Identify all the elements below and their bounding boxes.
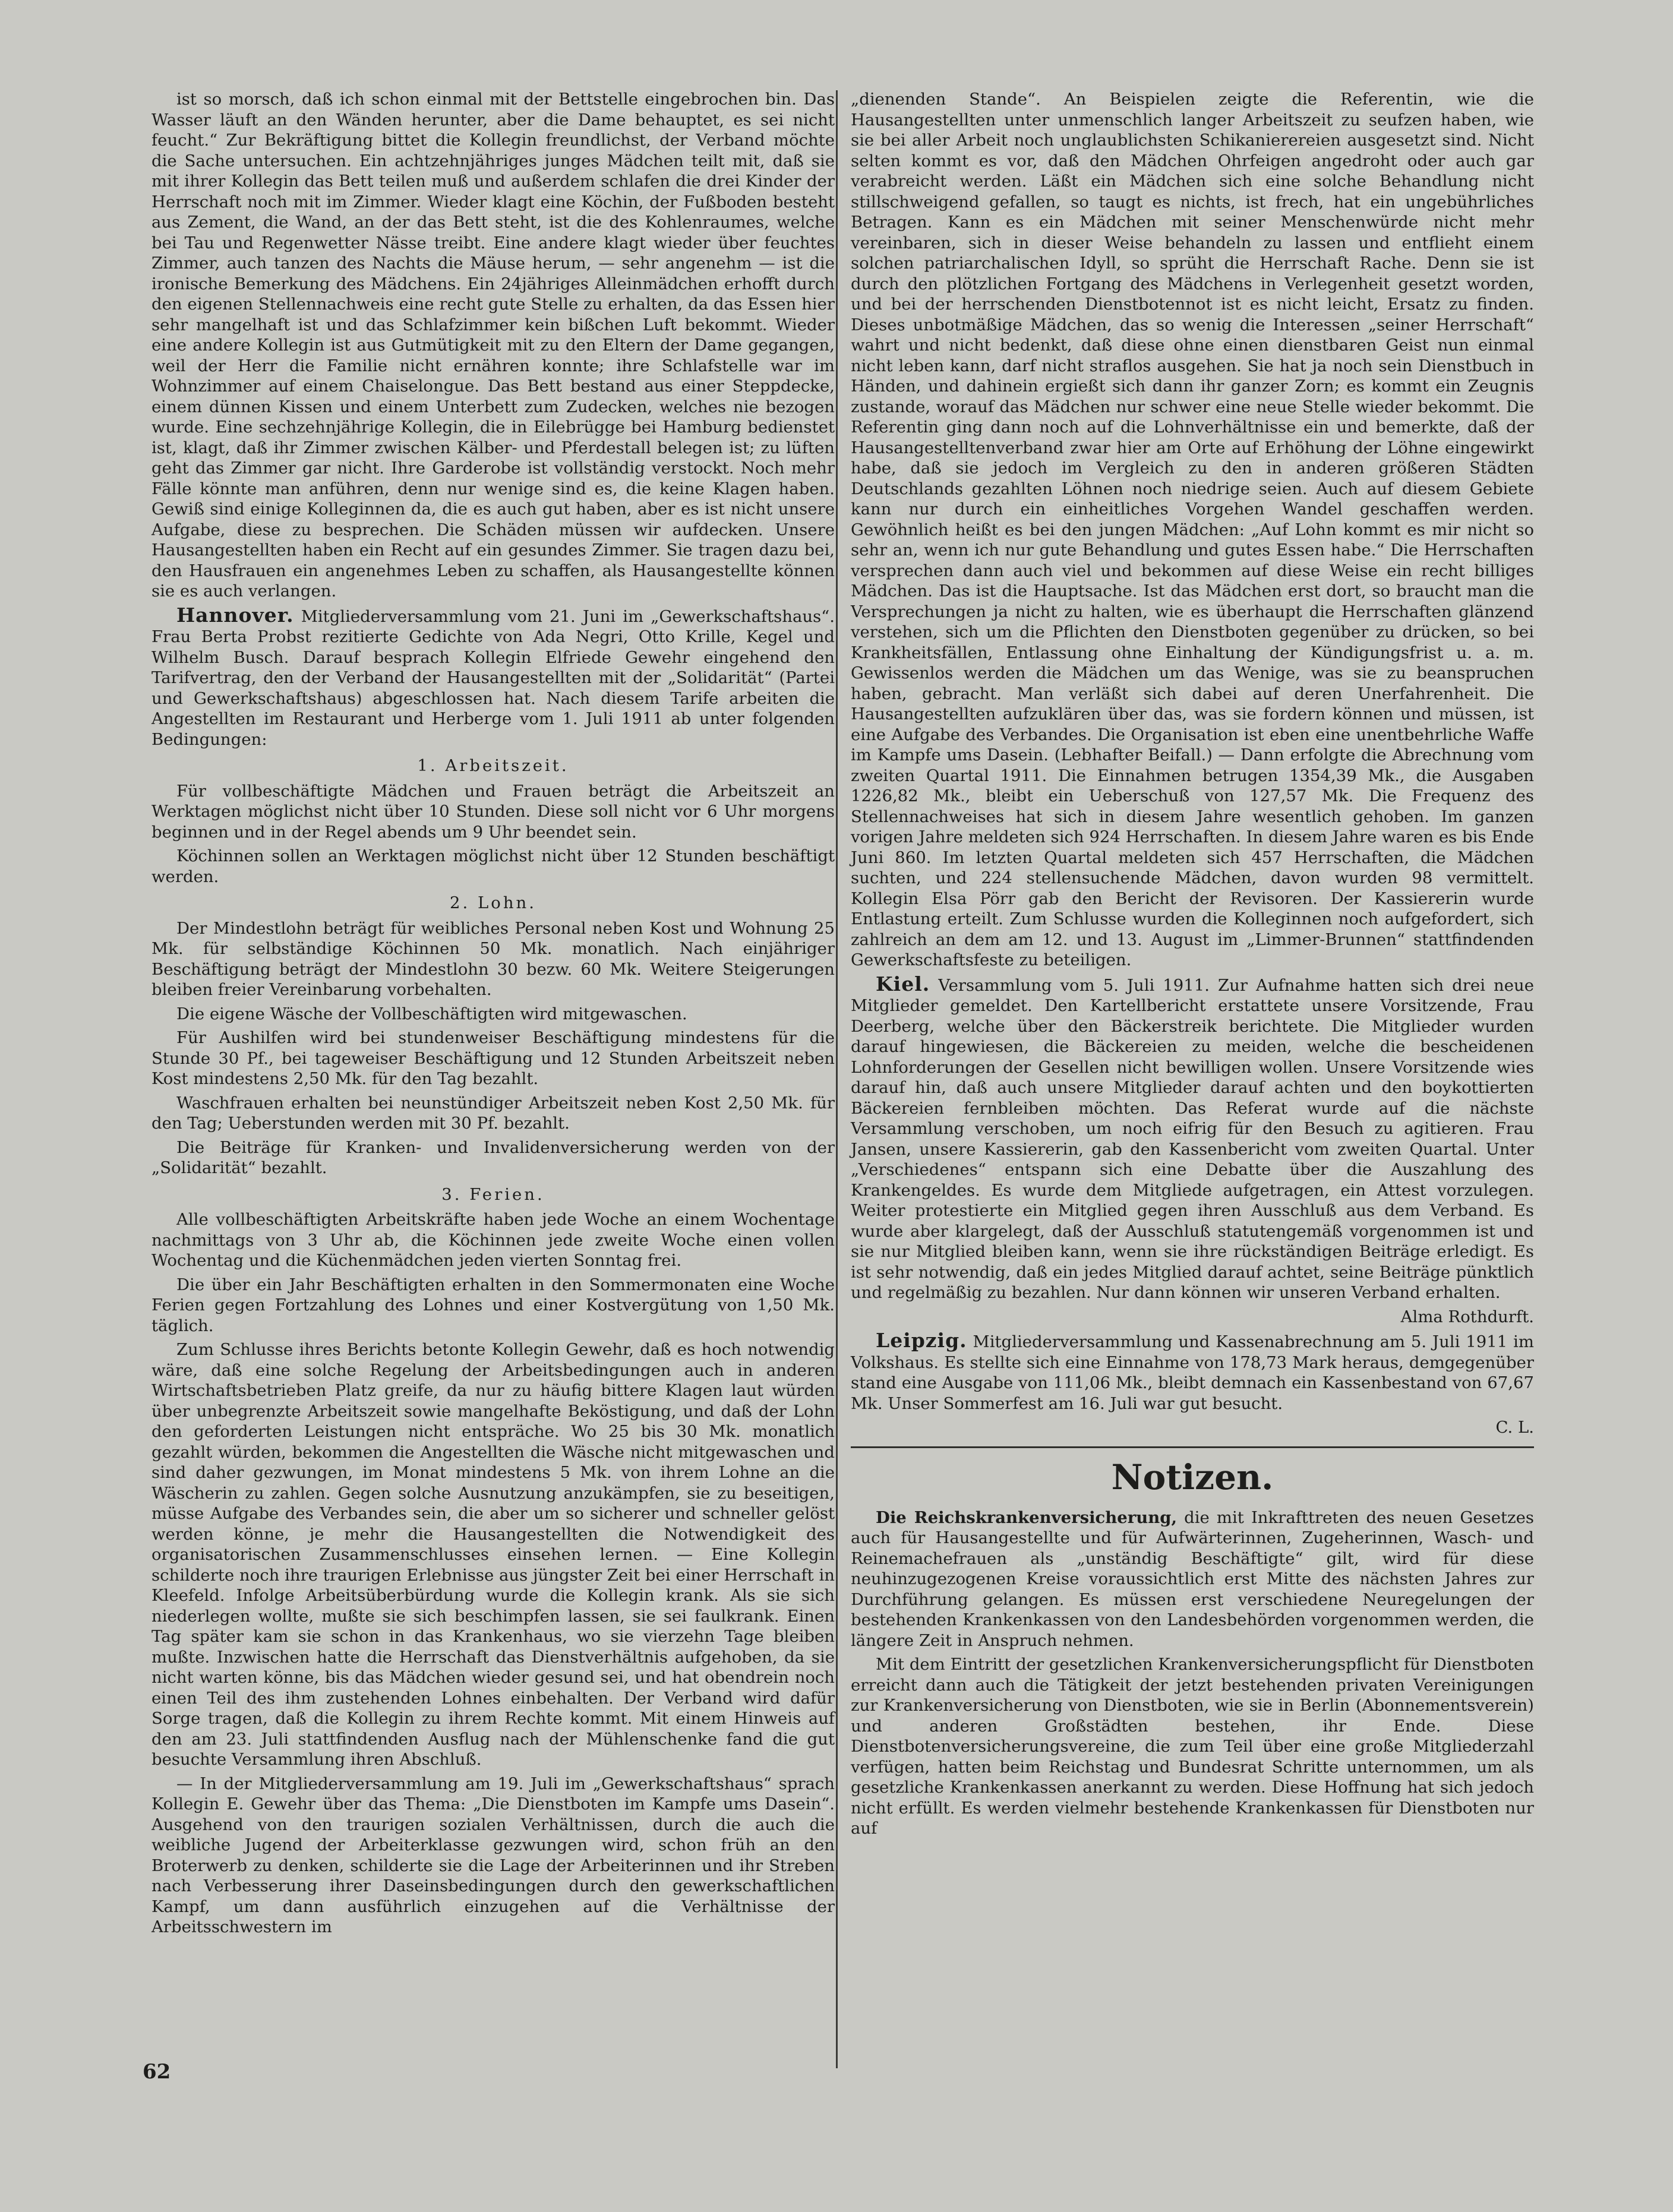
article-paragraph <box>151 1339 835 1770</box>
article-paragraph <box>151 1275 835 1336</box>
article-paragraph <box>151 1004 835 1025</box>
section-subheading: 1. Arbeitszeit. <box>417 756 569 775</box>
article-paragraph <box>851 1331 1534 1414</box>
article-paragraph <box>151 89 835 602</box>
article-paragraph <box>151 781 835 843</box>
paragraph-text: Versammlung vom 5. Juli 1911. Zur Aufnahme hatten sich drei neue Mitglieder gemeldet. Den Kartellbericht erstattete unsere Vorsitzende, Frau Deerberg, welche über den Bäckerstreik berichtete. Die Mitglieder wurden darauf hingewiesen, die Bäckereien zu meiden, welche die bescheidenen Lohnforderungen der Gesellen nicht bewilligen wollen. Unsere Vorsitzende wies darauf hin, daß auch unsere Mitglieder darauf achten und den boykottierten Bäckereien fernbleiben möchten. Das Referat wurde auf die nächste Versammlung verschoben, um noch eifrig für den Besuch zu agitieren. Frau Jansen, unsere Kassiererin, gab den Kassenbericht vom zweiten Quartal. Unter „Verschiedenes“ entspann sich eine Debatte über die Auszahlung des Krankengeldes. Es wurde dem Mitgliede aufgetragen, ein Attest vorzulegen. Weiter protestierte ein Mitglied gegen ihren Ausschluß aus dem Verband. Es wurde aber klargelegt, daß der Ausschluß statutengemäß vorgenommen ist und sie nur Mitglied bleiben kann, wenn sie ihre rückständigen Beiträge erledigt. Es ist sehr notwendig, daß ein jedes Mitglied darauf achtet, seine Beiträge pünktlich und regelmäßig zu bezahlen. Nur dann können wir unseren Verband erhalten. <box>851 975 1534 1302</box>
paragraph-text: Für Aushilfen wird bei stundenweiser Beschäftigung mindestens für die Stunde 30 Pf., bei tageweiser Beschäftigung und 12 Stunden Arbeitszeit neben Kost mindestens 2,50 Mk. für den Tag bezahlt. <box>151 1028 835 1088</box>
paragraph-lead: Kiel. <box>876 972 930 996</box>
page-number: 62 <box>143 2060 171 2084</box>
paragraph-text: Die über ein Jahr Beschäftigten erhalten in den Sommermonaten eine Woche Ferien gegen Fortzahlung des Lohnes und einer Kostvergütung von 1,50 Mk. täglich. <box>151 1275 835 1335</box>
column-divider <box>836 90 838 2068</box>
paragraph-text: Der Mindestlohn beträgt für weibliches Personal neben Kost und Wohnung 25 Mk. für selbständige Köchinnen 50 Mk. monatlich. Nach einjähriger Beschäftigung beträgt der Mindestlohn 30 bezw. 60 Mk. Weitere Steigerungen bleiben freier Vereinbarung vorbehalten. <box>151 918 835 999</box>
signature: C. L. <box>1495 1418 1534 1437</box>
article-paragraph <box>151 605 835 750</box>
right-column <box>851 89 1534 1843</box>
paragraph-text: Die eigene Wäsche der Vollbeschäftigten wird mitgewaschen. <box>176 1004 687 1023</box>
paragraph-text: Zum Schlusse ihres Berichts betonte Kollegin Gewehr, daß es hoch notwendig wäre, daß eine solche Regelung der Arbeitsbedingungen auch in anderen Wirtschaftsbetrieben Platz greife, da nur zu häufig bittere Klagen laut würden über unbegrenzte Arbeitszeit sowie mangelhafte Beköstigung, und daß der Lohn den geforderten Leistungen nicht entspräche. Wo 25 bis 30 Mk. monatlich gezahlt würden, bekommen die Angestellten die Wäsche nicht mitgewaschen und sind daher gezwungen, im Monat mindestens 5 Mk. von ihrem Lohne an die Wäscherin zu zahlen. Gegen solche Ausnutzung anzukämpfen, sie zu beseitigen, müsse Aufgabe des Verbandes sein, die aber um so sicherer und schneller gelöst werden könne, je mehr die Hausangestellten die Notwendigkeit des organisatorischen Zusammenschlusses einsehen lernen. — Eine Kollegin schilderte noch ihre traurigen Erlebnisse aus jüngster Zeit bei einer Herrschaft in Kleefeld. Infolge Arbeitsüberbürdung wurde die Kollegin krank. Als sie sich niederlegen wollte, mußte sie sich beschimpfen lassen, sie sei faulkrank. Einen Tag später kam sie schon in das Krankenhaus, wo sie vierzehn Tage bleiben mußte. Inzwischen hatte die Herrschaft das Dienstverhältnis aufgehoben, da sie nicht warten könne, bis das Mädchen wieder gesund sei, und hat obendrein noch einen Teil des ihm zustehenden Lohnes einbehalten. Der Verband wird dafür Sorge tragen, daß die Kollegin zu ihrem Rechte kommt. Mit einem Hinweis auf den am 23. Juli stattfindenden Ausflug nach der Mühlenschenke fand die gut besuchte Versammlung ihren Abschluß. <box>151 1340 835 1769</box>
paragraph-text: Köchinnen sollen an Werktagen möglichst nicht über 12 Stunden beschäftigt werden. <box>151 846 835 886</box>
paragraph-text: die mit Inkrafttreten des neuen Gesetzes auch für Hausangestellte und für Aufwärterinnen, Zugeherinnen, Wasch- und Reinemachefrauen als „unständig Beschäftigte“ gilt, wird für diese neuhinzugezogenen Kreise voraussichtlich erst Mitte des nächsten Jahres zur Durchführung gelangen. Es müssen erst verschiedene Neuregelungen der bestehenden Krankenkassen von den Landesbehörden vorgenommen werden, die längere Zeit in Anspruch nehmen. <box>851 1508 1534 1650</box>
article-paragraph <box>151 1774 835 1938</box>
section-subheading: 3. Ferien. <box>441 1184 545 1204</box>
paragraph-text: Mitgliederversammlung vom 21. Juni im „Gewerkschaftshaus“. Frau Berta Probst rezitierte Gedichte von Ada Negri, Otto Krille, Kegel und Wilhelm Busch. Darauf besprach Kollegin Elfriede Gewehr eingehend den Tarifvertrag, den der Verband der Hausangestellten mit der „Solidarität“ (Partei und Gewerkschaftshaus) abgeschlossen hat. Nach diesem Tarife arbeiten die Angestellten im Restaurant und Herberge vom 1. Juli 1911 ab unter folgenden Bedingungen: <box>151 606 835 749</box>
paragraph-text: Für vollbeschäftigte Mädchen und Frauen beträgt die Arbeitszeit an Werktagen möglichst nicht über 10 Stunden. Diese soll nicht vor 6 Uhr morgens beginnen und in der Regel abends um 9 Uhr beendet sein. <box>151 781 835 842</box>
article-paragraph <box>851 974 1534 1303</box>
article-paragraph <box>151 1093 835 1134</box>
article-paragraph <box>151 846 835 887</box>
left-column <box>151 89 835 1941</box>
article-paragraph <box>151 1209 835 1271</box>
paragraph-text: Waschfrauen erhalten bei neunstündiger Arbeitszeit neben Kost 2,50 Mk. für den Tag; Ueberstunden werden mit 30 Pf. bezahlt. <box>151 1093 835 1133</box>
paragraph-text: Mit dem Eintritt der gesetzlichen Krankenversicherungspflicht für Dienstboten erreicht dann auch die Tätigkeit der jetzt bestehenden privaten Vereinigungen zur Krankenversicherung von Dienstboten, wie sie in Berlin (Abonnementsverein) und anderen Großstädten bestehen, ihr Ende. Diese Dienstbotenversicherungsvereine, die zum Teil über eine große Mitgliederzahl verfügen, hatten beim Reichstag und Bundesrat Schritte unternommen, um als gesetzliche Krankenkassen anerkannt zu werden. Diese Hoffnung hat sich jedoch nicht erfüllt. Es werden vielmehr bestehende Krankenkassen für Dienstboten nur auf <box>851 1655 1534 1838</box>
paragraph-text: ist so morsch, daß ich schon einmal mit der Bettstelle eingebrochen bin. Das Wasser läuft an den Wänden herunter, aber die Dame behauptet, es sei nicht feucht.“ Zur Bekräftigung bittet die Kollegin freundlichst, der Verband möchte die Sache untersuchen. Ein achtzehnjähriges junges Mädchen teilt mit, daß sie mit ihrer Kollegin das Bett teilen muß und außerdem schlafen die drei Kinder der Herrschaft noch mit im Zimmer. Wieder klagt eine Köchin, der Fußboden besteht aus Zement, die Wand, an der das Bett steht, ist die des Kohlenraumes, welche bei Tau und Regenwetter Nässe treibt. Eine andere klagt wieder über feuchtes Zimmer, auch tanzen des Nachts die Mäuse herum, — sehr angenehm — ist die ironische Bemerkung des Mädchens. Ein 24jähriges Alleinmädchen erhofft durch den eigenen Stellennachweis eine recht gute Stelle zu erhalten, da das Essen hier sehr mangelhaft ist und das Schlafzimmer kein bißchen Luft bekommt. Wieder eine andere Kollegin ist aus Gutmütigkeit mit zu den Eltern der Dame gegangen, weil der Herr die Familie nicht ernähren konnte; ihre Schlafstelle war im Wohnzimmer auf einem Chaiselongue. Das Bett bestand aus einer Steppdecke, einem dünnen Kissen und einem Unterbett zum Zudecken, welches nie bezogen wurde. Eine sechzehnjährige Kollegin, die in Eilebrügge bei Hamburg bedienstet ist, klagt, daß ihr Zimmer zwischen Kälber- und Pferdestall belegen ist; zu lüften geht das Zimmer gar nicht. Ihre Garderobe ist vollständig verstockt. Noch mehr Fälle könnte man anführen, denn nur wenige sind es, die keine Klagen haben. Gewiß sind einige Kolleginnen da, die es auch gut haben, aber es ist nicht unsere Aufgabe, diese zu besprechen. Die Schäden müssen wir aufdecken. Unsere Hausangestellten haben ein Recht auf ein gesundes Zimmer. Sie tragen dazu bei, den Hausfrauen ein angenehmes Leben zu schaffen, als Hausangestellte können sie es auch verlangen. <box>151 90 835 601</box>
paragraph-lead: Leipzig. <box>876 1329 967 1352</box>
article-paragraph <box>851 89 1534 971</box>
article-paragraph <box>851 1654 1534 1839</box>
paragraph-lead: Die Reichskrankenversicherung, <box>876 1508 1178 1527</box>
paragraph-lead: Hannover. <box>176 603 294 627</box>
paragraph-text: „dienenden Stande“. An Beispielen zeigte die Referentin, wie die Hausangestellten unter unmenschlich langer Arbeitszeit zu seufzen haben, wie sie bei aller Arbeit noch unglaublichsten Schikanierereien ausgesetzt sind. Nicht selten kommt es vor, daß den Mädchen Ohrfeigen angedroht oder auch gar verabreicht werden. Läßt ein Mädchen sich eine solche Behandlung nicht stillschweigend gefallen, so taugt es nichts, ist frech, hat ein ungebührliches Betragen. Kann es ein Mädchen mit seiner Menschenwürde nicht mehr vereinbaren, sich in dieser Weise behandeln zu lassen und entflieht einem solchen patriarchalischen Idyll, so sprüht die Herrschaft Rache. Denn sie ist durch den plötzlichen Fortgang des Mädchens in Verlegenheit gesetzt worden, und bei der herrschenden Dienstbotennot ist es nicht leicht, Ersatz zu finden. Dieses unbotmäßige Mädchen, das so wenig die Interessen „seiner Herrschaft“ wahrt und nicht bedenkt, daß diese ohne einen dienstbaren Geist nun einmal nicht leben kann, darf nicht straflos ausgehen. Sie hat ja noch sein Dienstbuch in Händen, und dahinein ergießt sich dann ihr ganzer Zorn; es kommt ein Zeugnis zustande, worauf das Mädchen nur schwer eine neue Stelle wieder bekommt. Die Referentin ging dann noch auf die Lohnverhältnisse ein und bemerkte, daß der Hausangestelltenverband zwar hier am Orte auf Erhöhung der Löhne eingewirkt habe, daß sie jedoch im Vergleich zu den in anderen größeren Städten Deutschlands gezahlten Löhnen noch niedrige seien. Auch auf diesem Gebiete kann nur durch ein einheitliches Vorgehen Wandel geschaffen werden. Gewöhnlich heißt es bei den jungen Mädchen: „Auf Lohn kommt es mir nicht so sehr an, wenn ich nur gute Behandlung und gutes Essen habe.“ Die Herrschaften versprechen dann auch viel und bekommen auf diese Weise ein recht billiges Mädchen. Das ist die Hauptsache. Ist das Mädchen erst dort, so braucht man die Versprechungen ja nicht zu halten, wie es überhaupt die Herrschaften glänzend verstehen, sich um die Pflichten den Dienstboten gegenüber zu drücken, so bei Krankheitsfällen, Entlassung ohne Einhaltung der Kündigungsfrist u. a. m. Gewissenlos werden die Mädchen um das Wenige, was sie zu beanspruchen haben, gebracht. Man verläßt sich dabei auf deren Unerfahrenheit. Die Hausangestellten aufzuklären über das, was sie fordern können und müssen, ist eine Aufgabe des Verbandes. Die Organisation ist eben eine unentbehrliche Waffe im Kampfe ums Dasein. (Lebhafter Beifall.) — Dann erfolgte die Abrechnung vom zweiten Quartal 1911. Die Einnahmen betrugen 1354,39 Mk., die Ausgaben 1226,82 Mk., bleibt ein Ueberschuß von 127,57 Mk. Die Frequenz des Stellennachweises hat sich in diesem Jahre wesentlich gehoben. Im ganzen vorigen Jahre meldeten sich 924 Herrschaften. In diesem Jahre waren es bis Ende Juni 860. Im letzten Quartal meldeten sich 457 Herrschaften, die Mädchen suchten, und 224 stellensuchende Mädchen, davon wurden 98 vermittelt. Kollegin Elsa Pörr gab den Bericht der Revisoren. Der Kassiererin wurde Entlastung erteilt. Zum Schlusse wurden die Kolleginnen noch aufgefordert, sich zahlreich an dem am 12. und 13. August im „Limmer-Brunnen“ stattfindenden Gewerkschaftsfeste zu beteiligen. <box>851 90 1534 969</box>
paragraph-text: — In der Mitgliederversammlung am 19. Juli im „Gewerkschaftshaus“ sprach Kollegin E. Gewehr über das Thema: „Die Dienstboten im Kampfe ums Dasein“. Ausgehend von den traurigen sozialen Verhältnissen, durch die auch die weibliche Jugend der Arbeiterklasse gezwungen wird, schon früh an den Broterwerb zu denken, schilderte sie die Lage der Arbeiterinnen und ihr Streben nach Verbesserung ihrer Daseinsbedingungen durch den gewerkschaftlichen Kampf, um dann ausführlich einzugehen auf die Verhältnisse der Arbeitsschwestern im <box>151 1774 835 1936</box>
article-paragraph <box>151 1137 835 1178</box>
article-paragraph <box>151 1028 835 1089</box>
paragraph-text: Die Beiträge für Kranken- und Invalidenversicherung werden von der „Solidarität“ bezahlt. <box>151 1137 835 1177</box>
article-paragraph <box>851 1508 1534 1651</box>
paragraph-text: Alle vollbeschäftigten Arbeitskräfte haben jede Woche an einem Wochentage nachmittags von 3 Uhr ab, die Köchinnen jede zweite Woche einen vollen Wochentag und die Küchenmädchen jeden vierten Sonntag frei. <box>151 1210 835 1270</box>
notizen-heading: Notizen. <box>1111 1456 1274 1497</box>
paragraph-text: Mitgliederversammlung und Kassenabrechnung am 5. Juli 1911 im Volkshaus. Es stellte sich eine Einnahme von 178,73 Mark heraus, demgegenüber stand eine Ausgabe von 111,06 Mk., bleibt demnach ein Kassenbestand von 67,67 Mk. Unser Sommerfest am 16. Juli war gut besucht. <box>851 1332 1534 1413</box>
article-paragraph <box>151 918 835 1000</box>
section-divider <box>851 1446 1534 1448</box>
section-subheading: 2. Lohn. <box>450 893 536 912</box>
signature: Alma Rothdurft. <box>1400 1307 1534 1326</box>
